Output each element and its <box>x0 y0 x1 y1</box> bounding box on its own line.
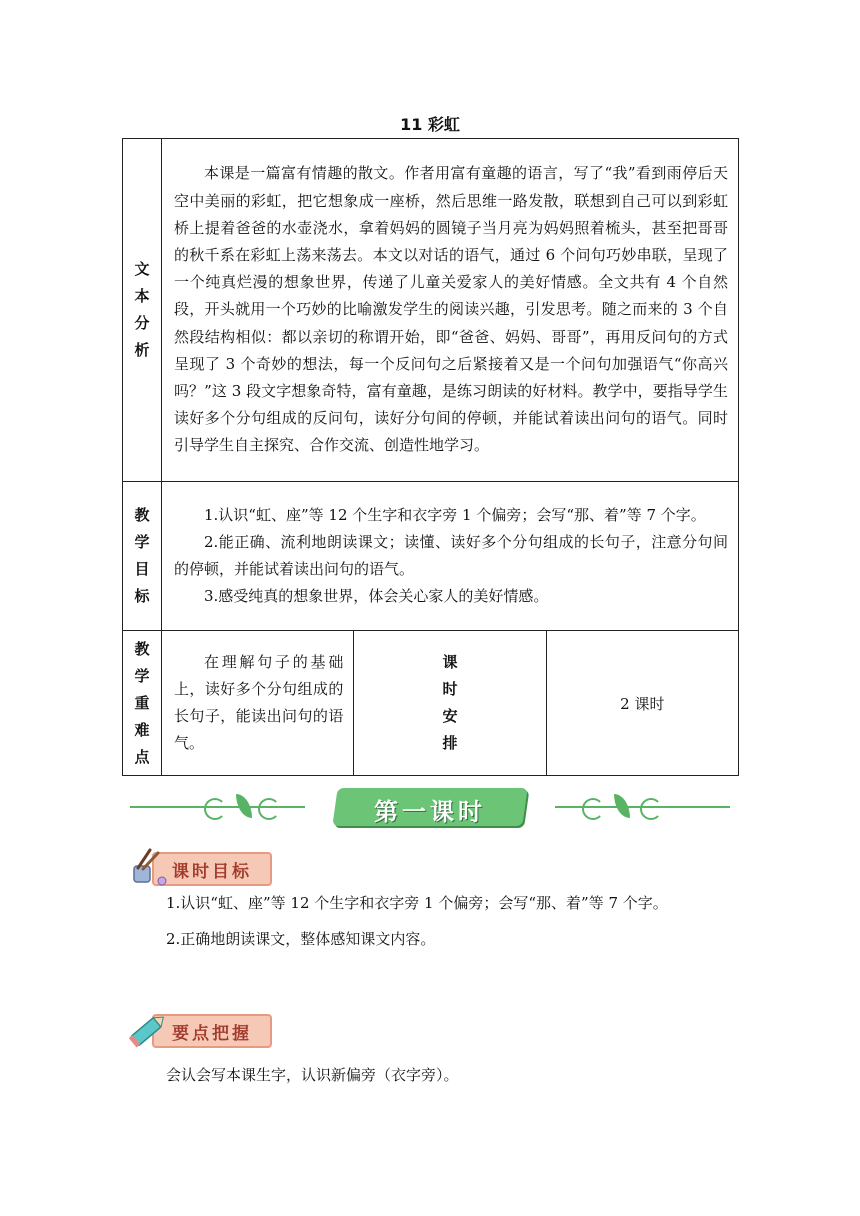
label-char: 分 <box>134 314 150 332</box>
label-char: 文 <box>134 260 150 278</box>
label-char: 本 <box>134 287 150 305</box>
keypoints-text: 会认会写本课生字，认识新偏旁（衣字旁）。 <box>166 1066 459 1084</box>
analysis-label <box>123 139 162 482</box>
analysis-text-cell <box>162 139 739 482</box>
objectives-label <box>123 482 162 631</box>
lesson-title: 11 彩虹 <box>400 115 460 134</box>
swirl-icon <box>258 798 280 820</box>
label-char: 目 <box>134 560 150 578</box>
pencil-icon <box>128 1010 168 1050</box>
objective-item: 2.能正确、流利地朗读课文；读懂、读好多个分句组成的长句子，注意分句间的停顿，并能试着读出问句的语气。 <box>174 532 728 578</box>
difficulty-text: 在理解句子的基础上，读好多个分句组成的长句子，能读出问句的语气。 <box>174 652 344 753</box>
label-char: 教 <box>134 639 150 658</box>
leaf-icon <box>614 794 630 818</box>
label-char: 课 <box>442 653 458 671</box>
hours-label <box>354 631 546 776</box>
difficulty-label <box>123 631 162 776</box>
label-char: 学 <box>134 533 150 551</box>
analysis-row <box>123 139 739 482</box>
label-char: 教 <box>134 506 150 524</box>
objective-item: 3.感受纯真的想象世界，体会关心家人的美好情感。 <box>204 587 549 606</box>
swirl-icon <box>204 798 226 820</box>
banner-title: 第一课时 <box>374 798 486 826</box>
label-char: 难 <box>134 720 150 739</box>
label-char: 点 <box>134 747 150 766</box>
tag-label: 课时目标 <box>172 862 252 882</box>
label-char: 排 <box>442 734 458 752</box>
lesson-plan-table <box>122 138 739 776</box>
goals-section <box>130 890 735 962</box>
label-char: 重 <box>134 693 150 712</box>
goal-item: 2.正确地朗读课文，整体感知课文内容。 <box>166 929 436 948</box>
goal-item: 1.认识“虹、座”等 12 个生字和衣字旁 1 个偏旁；会写“那、着”等 7 个字。 <box>166 894 668 912</box>
swirl-icon <box>640 798 662 820</box>
objectives-row <box>123 482 739 631</box>
label-char: 标 <box>134 587 150 605</box>
leaf-icon <box>236 794 252 818</box>
label-char: 学 <box>134 666 150 685</box>
label-char: 安 <box>442 707 458 725</box>
lesson-banner <box>130 786 730 828</box>
brush-icon <box>128 848 168 888</box>
tag-label: 要点把握 <box>172 1024 252 1044</box>
difficulty-text-cell <box>162 631 354 776</box>
label-char: 析 <box>134 341 150 359</box>
analysis-text: 本课是一篇富有情趣的散文。作者用富有童趣的语言，写了“我”看到雨停后天空中美丽的彩虹，把它想象成一座桥，然后思维一路发散，联想到自己可以到彩虹桥上提着爸爸的水壶浇水，拿着妈妈的圆镜子当月亮为妈妈照着梳头，甚至把哥哥的秋千系在彩虹上荡来荡去。本文以对话的语气，通过 6 个问句巧妙串联，呈现了一个纯真烂漫的想象世界，传递了儿童关爱家人的美好情感。全文共有 4 个自然段，开头就用一个巧妙的比喻激发学生的阅读兴趣，引发思考。随之而来的 3 个自然段结构相似：都以亲切的称谓开始，即“爸爸、妈妈、哥哥”，再用反问句的方式呈现了 3 个奇妙的想法，每一个反问句之后紧接着又是一个问句加强语气“你高兴吗？”这 3 段文字想象奇特，富有童趣，是练习朗读的好材料。教学中，要指导学生读好多个分句组成的反问句，读好分句间的停顿，并能试着读出问句的语气。同时引导学生自主探究、合作交流、创造性地学习。 <box>174 164 728 455</box>
difficulty-row <box>123 631 739 776</box>
swirl-icon <box>582 798 604 820</box>
keypoints-section <box>130 1062 735 1090</box>
objective-item: 1.认识“虹、座”等 12 个生字和衣字旁 1 个偏旁；会写“那、着”等 7 个字。 <box>204 505 706 524</box>
label-char: 时 <box>442 680 458 698</box>
hours-value: 2 课时 <box>546 631 738 776</box>
objectives-text-cell <box>162 482 739 631</box>
